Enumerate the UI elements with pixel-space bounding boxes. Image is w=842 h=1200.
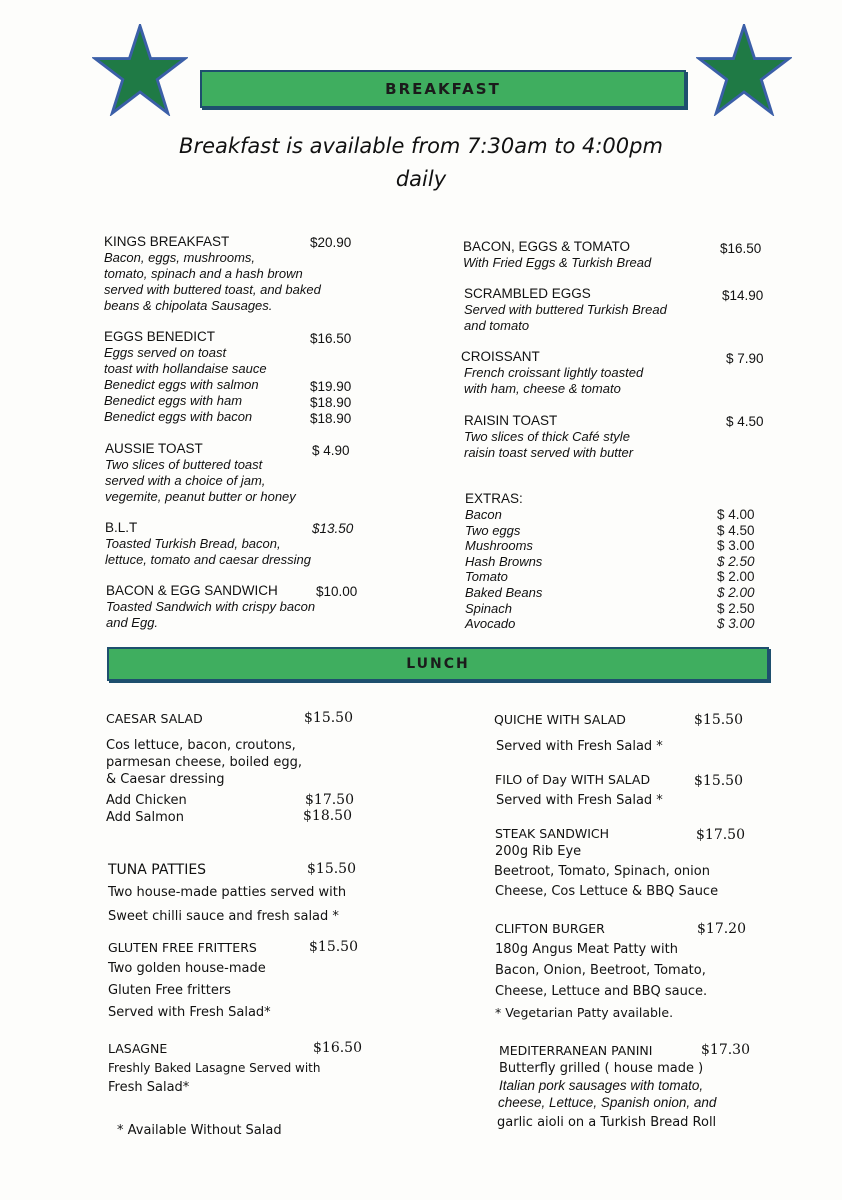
variant-label: Benedict eggs with bacon [104,409,253,424]
extra-price: $ 4.50 [717,522,755,538]
extra-label: Baked Beans [465,584,543,600]
item-name: CAESAR SALAD [106,711,203,726]
variant-label: Benedict eggs with salmon [104,377,259,392]
desc-line: Served with Fresh Salad * [496,793,663,808]
extras-title: EXTRAS: [465,491,523,506]
extra-label: Two eggs [465,522,521,538]
desc-line: French croissant lightly toasted [464,365,644,380]
extras-prices [717,507,755,632]
desc-line: Freshly Baked Lasagne Served with [108,1061,321,1075]
extra-price: $ 3.00 [717,616,755,632]
desc-line: Two golden house-made [108,961,266,976]
desc-line: Two house-made patties served with [108,885,347,900]
extra-price: $ 3.00 [717,538,755,554]
menu-item-steak-sandwich [495,825,718,902]
desc-line: Toasted Turkish Bread, bacon, [105,536,281,551]
item-desc [104,250,321,314]
extra-label: Bacon [465,507,502,522]
desc-line: garlic aioli on a Turkish Bread Roll [497,1115,717,1130]
menu-item-aussie-toast [105,441,296,505]
intro-line-2: daily [395,167,447,191]
price: $17.30 [701,1042,750,1058]
variant-price: $19.90 [310,379,352,394]
menu-item-lasagne [108,1040,320,1098]
item-desc [106,599,315,631]
item-name: BACON, EGGS & TOMATO [463,239,631,254]
item-name: CROISSANT [461,349,540,364]
menu-item-clifton-burger [495,920,707,1023]
item-desc [108,881,346,929]
item-desc [495,842,718,902]
price: $ 4.50 [726,414,764,429]
item-name: SCRAMBLED EGGS [464,286,591,301]
addon-label: Add Chicken [106,793,187,808]
desc-line: Bacon, Onion, Beetroot, Tomato, [495,963,706,978]
price: $15.50 [694,773,743,789]
desc-line: raisin toast served with butter [464,445,634,460]
desc-line: Cheese, Cos Lettuce & BBQ Sauce [495,884,719,899]
item-desc [499,1060,716,1131]
price: $ 4.90 [312,443,350,458]
price: $15.50 [304,710,353,726]
item-name: GLUTEN FREE FRITTERS [108,940,257,955]
menu-item-caesar-salad [106,710,302,826]
item-name: EGGS BENEDICT [104,329,216,344]
menu-item-filo [495,771,663,811]
desc-line: Served with buttered Turkish Bread [464,302,667,317]
desc-line: Served with Fresh Salad* [108,1005,271,1020]
item-desc [495,939,707,1023]
item-name: RAISIN TOAST [464,413,558,428]
panini-subtitle: Butterfly grilled ( house made ) [499,1061,704,1076]
price: $15.50 [307,861,356,877]
desc-line: With Fried Eggs & Turkish Bread [463,255,652,270]
price: $15.50 [309,939,358,955]
price: $15.50 [694,712,743,728]
desc-line: tomato, spinach and a hash brown [104,266,303,281]
extra-price: $ 2.50 [717,553,755,569]
item-desc [464,429,633,461]
desc-line: Sweet chilli sauce and fresh salad * [108,909,339,924]
desc-line: 180g Angus Meat Patty with [495,942,678,957]
desc-line: served with buttered toast, and baked [104,282,321,297]
breakfast-hours [0,130,842,196]
desc-line: Cheese, Lettuce and BBQ sauce. [495,984,708,999]
item-name: QUICHE WITH SALAD [494,712,626,727]
desc-line: Italian pork sausages with tomato, [499,1078,704,1093]
extras-items [465,507,542,632]
item-name: B.L.T [105,520,138,535]
item-desc [495,790,663,811]
desc-line: parmesan cheese, boiled egg, [106,755,302,770]
menu-item-scrambled-eggs [464,286,667,334]
item-desc [108,958,271,1024]
item-desc [461,365,643,397]
breakfast-heading-text: BREAKFAST [385,80,501,98]
menu-item-eggs-benedict [104,329,267,425]
extra-label: Mushrooms [465,538,533,554]
extra-label: Avocado [465,616,516,632]
desc-line: vegemite, peanut butter or honey [105,489,296,504]
extra-label: Hash Browns [465,553,543,569]
extra-price: $ 2.00 [717,584,755,600]
price: $ 7.90 [726,351,764,366]
item-name: STEAK SANDWICH [495,826,610,841]
desc-line: Toasted Sandwich with crispy bacon [106,599,316,614]
extra-price: $ 4.00 [717,507,755,522]
item-desc [106,737,302,826]
item-name: KINGS BREAKFAST [104,234,230,249]
desc-line: Cos lettuce, bacon, croutons, [106,738,296,753]
intro-line-1: Breakfast is available from 7:30am to 4:00pm [179,134,663,158]
menu-item-gluten-free-fritters [108,939,271,1024]
price: $10.00 [316,584,358,599]
desc-line: Bacon, eggs, mushrooms, [104,250,256,265]
desc-line: Fresh Salad* [108,1080,190,1095]
desc-line: beans & chipolata Sausages. [104,298,273,313]
desc-line: * Vegetarian Patty available. [495,1005,674,1020]
extra-price: $ 2.50 [717,600,755,616]
desc-line: toast with hollandaise sauce [104,361,267,376]
price: $17.50 [696,827,745,843]
item-name: TUNA PATTIES [108,862,207,878]
item-name: LASAGNE [108,1041,168,1056]
menu-item-croissant [461,349,643,397]
desc-line: & Caesar dressing [106,772,225,787]
item-desc [105,457,296,505]
menu-item-raisin-toast [464,413,633,461]
star-icon [696,24,792,116]
addon-price: $18.50 [303,808,352,824]
desc-line: cheese, Lettuce, Spanish onion, and [498,1095,717,1110]
desc-line: Gluten Free fritters [108,983,231,998]
desc-line: lettuce, tomato and caesar dressing [105,552,311,567]
menu-item-bacon-eggs-tomato [463,239,651,271]
extra-price: $ 2.00 [717,569,755,585]
desc-line: served with a choice of jam, [105,473,266,488]
item-name: BACON & EGG SANDWICH [106,583,278,598]
item-desc [463,255,651,271]
menu-item-kings-breakfast [104,234,321,314]
price: $16.50 [310,331,352,346]
star-icon [92,24,188,116]
extra-label: Spinach [465,600,512,616]
menu-item-mediterranean-panini [499,1042,716,1131]
desc-line: with ham, cheese & tomato [464,381,621,396]
item-desc [104,345,267,425]
item-desc [108,1058,320,1098]
desc-line: Served with Fresh Salad * [496,739,663,754]
addon-price: $17.50 [305,792,354,808]
price: $14.90 [722,288,764,303]
desc-line: Two slices of thick Café style [464,429,630,444]
desc-line: and Egg. [106,615,159,630]
item-desc [105,536,311,568]
lunch-heading-text: LUNCH [406,656,470,672]
item-name: MEDITERRANEAN PANINI [499,1043,653,1058]
variant-label: Benedict eggs with ham [104,393,243,408]
extra-label: Tomato [465,569,508,585]
desc-line: Two slices of buttered toast [105,457,263,472]
desc-line: Eggs served on toast [104,345,227,360]
item-desc [464,302,667,334]
desc-line: and tomato [464,318,530,333]
variant-price: $18.90 [310,411,352,426]
item-name: AUSSIE TOAST [105,441,203,456]
menu-item-blt [105,520,311,568]
menu-item-quiche [494,711,663,757]
salad-note: * Available Without Salad [117,1123,282,1138]
lunch-heading [107,647,769,681]
breakfast-heading [200,70,686,108]
item-name: CLIFTON BURGER [495,921,605,936]
price: $17.20 [697,921,746,937]
price: $16.50 [720,241,762,256]
desc-line: 200g Rib Eye [495,844,582,859]
item-name: FILO of Day WITH SALAD [495,772,651,787]
item-desc [494,736,663,757]
menu-item-bacon-egg-sandwich [106,583,315,631]
variant-price: $18.90 [310,395,352,410]
addon-label: Add Salmon [106,810,184,825]
desc-line: Beetroot, Tomato, Spinach, onion [494,864,710,879]
extras-list [465,491,542,632]
price: $20.90 [310,235,352,250]
price: $13.50 [312,521,354,536]
price: $16.50 [313,1040,362,1056]
